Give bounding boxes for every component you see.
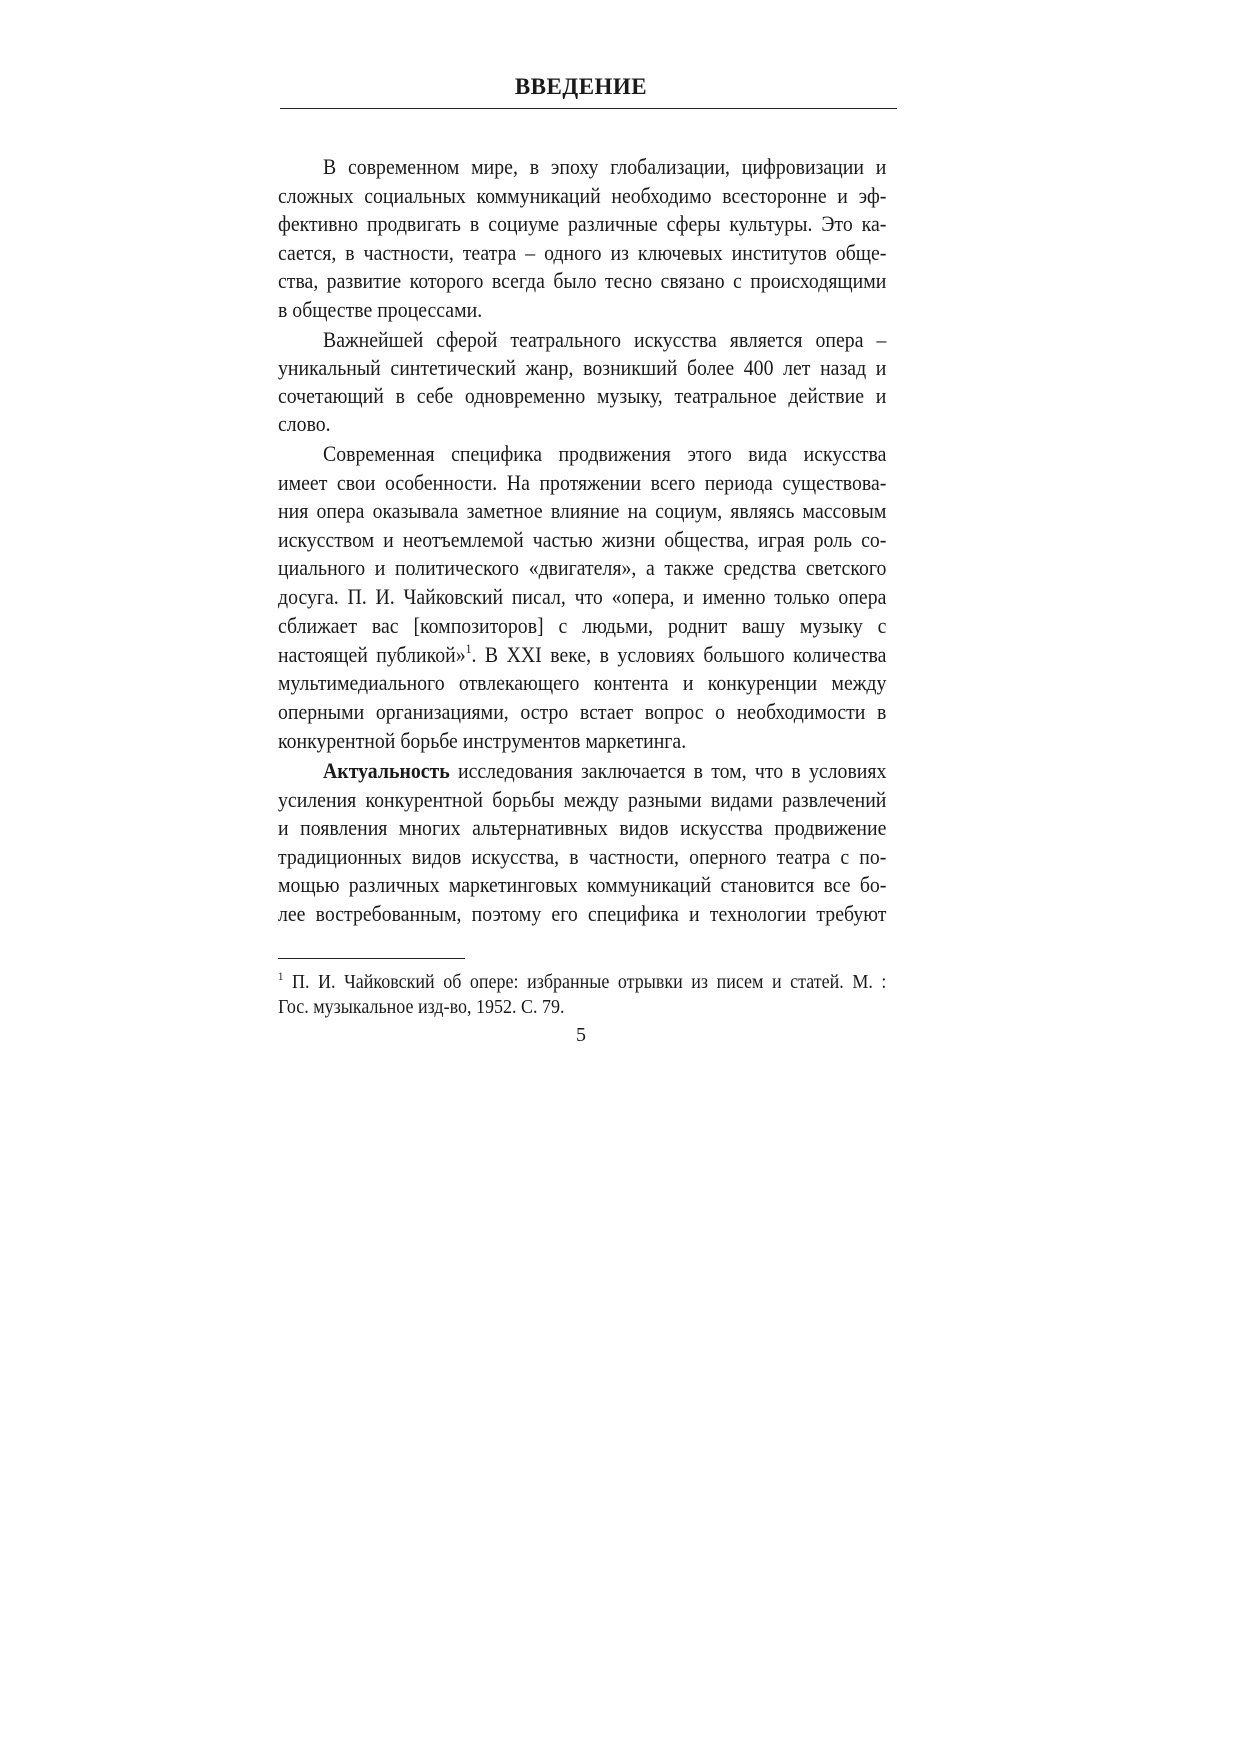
text-line: лее востребованным, поэтому его специфика и технологии требуют — [278, 901, 887, 926]
text-span: исследования заключается в том, что в условиях — [449, 758, 887, 783]
footnote-mark: 1 — [278, 969, 284, 983]
footnote-line: Гос. музыкальное изд-во, 1952. С. 79. — [278, 996, 565, 1018]
text-line: сочетающий в себе одновременно музыку, театральное действие и — [278, 383, 887, 408]
text-line: досуга. П. И. Чайковский писал, что «опера, и именно только опера — [278, 584, 887, 609]
text-line: фективно продвигать в социуме различные сферы культуры. Это ка- — [278, 211, 887, 236]
text-line: сближает вас [композиторов] с людьми, роднит вашу музыку с — [278, 613, 887, 638]
text-span: настоящей публикой» — [278, 642, 466, 667]
text-line: В современном мире, в эпоху глобализации, цифровизации и — [323, 154, 887, 179]
text-line: мультимедиального отвлекающего контента и конкуренции между — [278, 670, 887, 695]
text-line — [278, 642, 886, 668]
text-line: Важнейшей сферой театрального искусства является опера – — [323, 327, 887, 352]
text-line: имеет свои особенности. На протяжении всего периода существова- — [278, 470, 887, 495]
footnote-text: П. И. Чайковский об опере: избранные отрывки из писем и статей. М. : — [283, 971, 887, 993]
footnote-line — [278, 970, 886, 994]
text-line: мощью различных маркетинговых коммуникаций становится все бо- — [278, 872, 887, 897]
footnote-separator — [278, 958, 465, 959]
text-line: и появления многих альтернативных видов искусства продвижение — [278, 815, 887, 840]
text-line: уникальный синтетический жанр, возникший более 400 лет назад и — [278, 355, 887, 380]
bold-term: Актуальность — [323, 758, 450, 783]
text-line: искусством и неотъемлемой частью жизни общества, играя роль со- — [278, 527, 887, 552]
text-line: слово. — [278, 411, 331, 436]
text-line: конкурентной борьбе инструментов маркетинга. — [278, 728, 687, 753]
page-number: 5 — [576, 1024, 586, 1046]
text-line: в обществе процессами. — [278, 297, 483, 322]
text-line: оперными организациями, остро встает вопрос о необходимости в — [278, 699, 887, 724]
text-line: Современная специфика продвижения этого вида искусства — [323, 441, 887, 466]
text-span: . В XXI веке, в условиях большого количества — [471, 642, 887, 667]
text-line: традиционных видов искусства, в частности, оперного театра с по- — [278, 844, 887, 869]
text-line: ства, развитие которого всегда было тесно связано с происходящими — [278, 268, 887, 293]
heading-rule — [280, 108, 897, 109]
text-line: ния опера оказывала заметное влияние на социум, являясь массовым — [278, 498, 887, 523]
text-line — [278, 758, 886, 784]
text-line: сложных социальных коммуникаций необходимо всесторонне и эф- — [278, 183, 887, 208]
section-heading: ВВЕДЕНИЕ — [514, 74, 648, 99]
text-line: циального и политического «двигателя», а также средства светского — [278, 555, 887, 580]
text-line: усиления конкурентной борьбы между разными видами развлечений — [278, 787, 887, 812]
text-line: сается, в частности, театра – одного из ключевых институтов обще- — [278, 240, 887, 265]
footnote-reference[interactable]: 1 — [465, 641, 472, 656]
